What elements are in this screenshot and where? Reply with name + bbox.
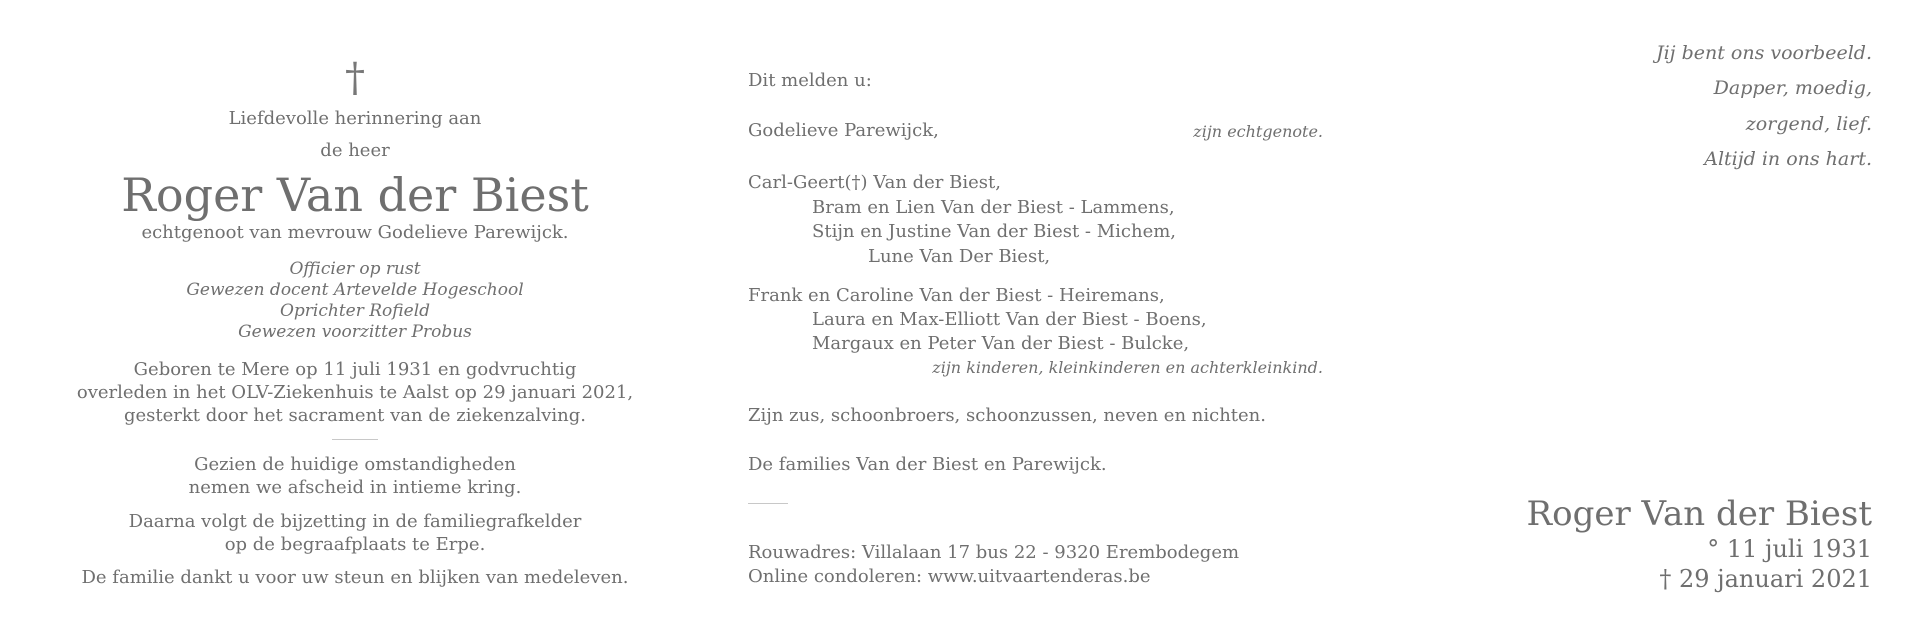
families-line: De families Van der Biest en Parewijck. [748,454,1107,475]
great-grandchild-line: Lune Van Der Biest, [868,246,1051,267]
title-item: Officier op rust [289,259,421,279]
poem-line: Jij bent ons voorbeeld. [1655,42,1872,64]
children-role: zijn kinderen, kleinkinderen en achterkleinkind. [932,358,1323,377]
farewell-line: nemen we afscheid in intieme kring. [188,477,522,498]
child-line: Carl-Geert(†) Van der Biest, [748,172,1001,193]
divider [40,439,670,440]
intro-line-1: Liefdevolle herinnering aan [228,108,482,129]
burial-line: Daarna volgt de bijzetting in de familiegrafkelder [128,511,582,532]
child-line: Frank en Caroline Van der Biest - Heiremans, [748,285,1165,306]
death-date: † 29 januari 2021 [1659,565,1872,593]
spouse-name: Godelieve Parewijck, [748,120,939,141]
birth-death-text [40,358,670,427]
left-column [40,0,670,642]
birth-line: gesterkt door het sacrament van de ziekenzalving. [123,405,587,426]
announce-line: Dit melden u: [748,70,872,91]
grandchild-line: Laura en Max-Elliott Van der Biest - Boens, [812,309,1207,330]
grandchild-line: Margaux en Peter Van der Biest - Bulcke, [812,333,1190,354]
poem-line: zorgend, lief. [1745,113,1872,135]
cross-icon: † [345,55,365,101]
divider [748,503,788,504]
middle-column [748,0,1378,642]
farewell-text [40,453,670,499]
right-column [1420,0,1872,642]
poem-line: Dapper, moedig, [1713,77,1872,99]
deceased-name-footer: Roger Van der Biest [1526,494,1872,534]
thanks-line: De familie dankt u voor uw steun en blijken van medeleven. [81,567,629,588]
burial-text [40,510,670,556]
birth-date: ° 11 juli 1931 [1707,535,1872,563]
online-condolence-line: Online condoleren: www.uitvaartenderas.be [748,566,1151,587]
title-item: Gewezen voorzitter Probus [238,322,472,342]
birth-line: Geboren te Mere op 11 juli 1931 en godvruchtig [133,359,577,380]
title-item: Oprichter Rofield [279,301,431,321]
spouse-role: zijn echtgenote. [1193,122,1323,141]
birth-line: overleden in het OLV-Ziekenhuis te Aalst op 29 januari 2021, [76,382,634,403]
titles-list [40,259,670,343]
deceased-name: Roger Van der Biest [121,168,589,222]
farewell-line: Gezien de huidige omstandigheden [194,454,516,475]
intro-line-2: de heer [320,140,390,161]
burial-line: op de begraafplaats te Erpe. [224,534,486,555]
spouse-line: echtgenoot van mevrouw Godelieve Parewijck. [141,222,569,243]
title-item: Gewezen docent Artevelde Hogeschool [186,280,524,300]
grandchild-line: Stijn en Justine Van der Biest - Michem, [812,221,1177,242]
grandchild-line: Bram en Lien Van der Biest - Lammens, [812,197,1175,218]
poem-line: Altijd in ons hart. [1704,148,1872,170]
siblings-line: Zijn zus, schoonbroers, schoonzussen, neven en nichten. [748,405,1266,426]
address-line: Rouwadres: Villalaan 17 bus 22 - 9320 Erembodegem [748,542,1240,563]
